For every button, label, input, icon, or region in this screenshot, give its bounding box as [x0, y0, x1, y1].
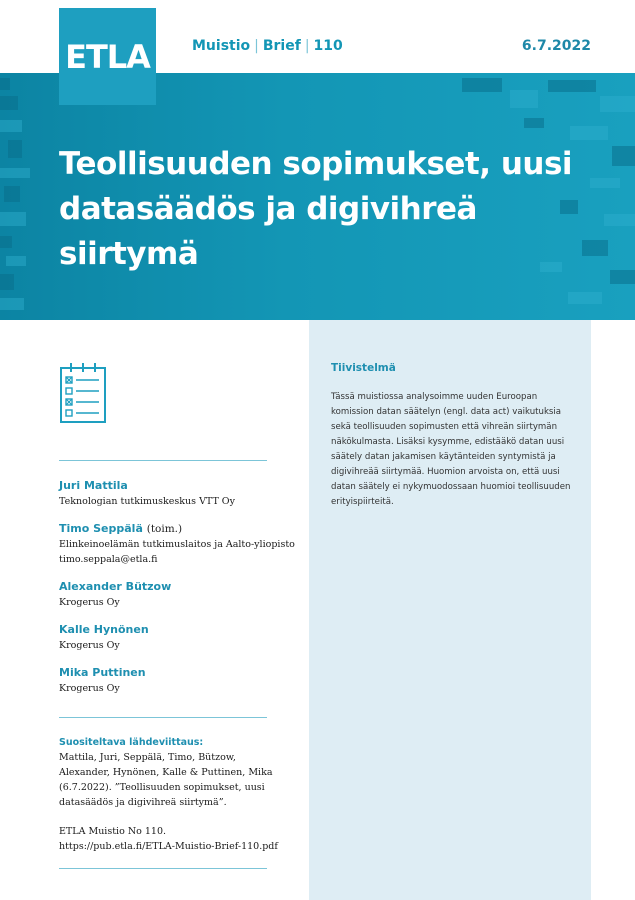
author-entry [59, 478, 299, 509]
author-name: Juri Mattila [59, 479, 128, 492]
author-name: Alexander Bützow [59, 580, 172, 593]
author-name-text: Timo Seppälä [59, 522, 143, 535]
summary-box [309, 320, 591, 900]
author-entry [59, 579, 299, 610]
author-email[interactable]: timo.seppala@etla.fi [59, 554, 158, 565]
divider [59, 717, 267, 718]
header-band [0, 0, 635, 320]
author-entry [59, 521, 299, 567]
divider [59, 868, 267, 869]
author-affiliation: Krogerus Oy [59, 640, 120, 651]
author-name: Kalle Hynönen [59, 623, 149, 636]
citation-number: ETLA Muistio No 110. [59, 826, 167, 837]
author-affiliation: Teknologian tutkimuskeskus VTT Oy [59, 496, 235, 507]
author-name [59, 521, 299, 537]
series-name-en: Brief [262, 38, 301, 54]
page-title: Teollisuuden sopimukset, uusi datasäädös ja digivihreä siirtymä [59, 146, 573, 272]
logo-text: ETLA [65, 37, 150, 76]
author-entry [59, 622, 299, 653]
etla-logo [59, 8, 156, 105]
summary-heading: Tiivistelmä [331, 362, 396, 374]
series-separator: | [304, 38, 310, 54]
citation-text: Mattila, Juri, Seppälä, Timo, Bützow, Alexander, Hynönen, Kalle & Puttinen, Mika (6.7.2022). ”Teollisuuden sopimukset, uusi datasäädös ja digivihreä siirtymä”. [59, 752, 273, 808]
citation-block [59, 735, 284, 854]
series-number: 110 [313, 38, 343, 54]
summary-text: Tässä muistiossa analysoimme uuden Euroopan komission datan säätelyn (engl. data act) vaikutuksia sekä teollisuuden sopimusten että vihreän siirtymän näkökulmasta. Lisäksi kysymme, edistääkö datan uusi säätely datan jakamisen käytänteiden syntymistä ja digivihreää siirtymää. Huomion arvoista on, että uusi datan säätely ei nykymuodossaan huomioi teollisuuden erityispiirteitä. [331, 392, 571, 507]
author-role: (toim.) [146, 523, 183, 535]
author-affiliation: Krogerus Oy [59, 597, 120, 608]
publication-date: 6.7.2022 [521, 38, 591, 54]
citation-heading: Suositeltava lähdeviittaus: [59, 737, 204, 748]
checklist-icon [59, 362, 107, 428]
series-name: Muistio [192, 38, 251, 54]
series-label [192, 38, 343, 54]
author-name: Mika Puttinen [59, 666, 146, 679]
citation-url[interactable]: https://pub.etla.fi/ETLA-Muistio-Brief-110.pdf [59, 841, 278, 852]
divider [59, 460, 267, 461]
author-list [59, 478, 299, 708]
author-affiliation: Elinkeinoelämän tutkimuslaitos ja Aalto-yliopisto [59, 539, 295, 550]
author-affiliation: Krogerus Oy [59, 683, 120, 694]
series-separator: | [254, 38, 259, 54]
author-entry [59, 665, 299, 696]
